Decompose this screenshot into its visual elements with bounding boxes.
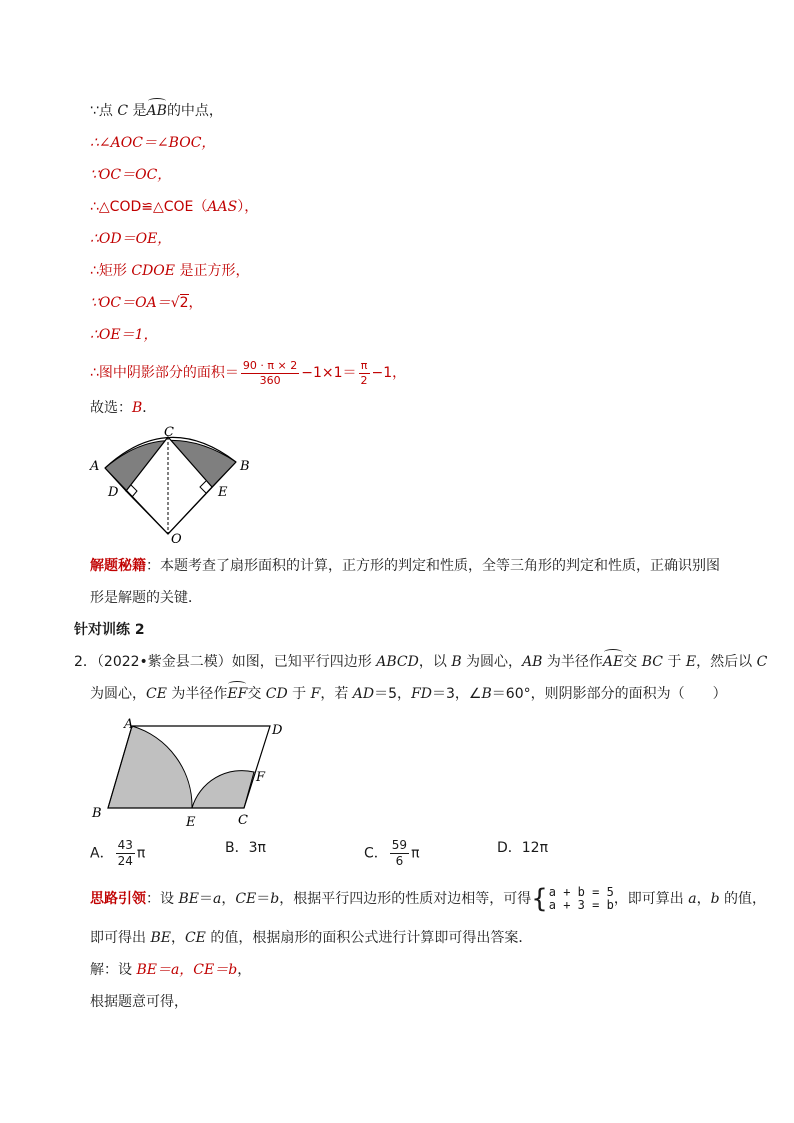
text: 交	[623, 654, 642, 670]
denominator: 24	[117, 854, 133, 868]
fraction	[359, 359, 370, 388]
var: a	[212, 891, 222, 907]
solution-line-7	[90, 293, 203, 313]
text: ∴△COD≌△COE（	[90, 199, 208, 215]
text: 于	[287, 686, 311, 702]
var: CE	[235, 891, 257, 907]
solution-line-2: ∴∠AOC＝∠BOC，	[90, 135, 216, 151]
var: CE	[146, 686, 167, 702]
text: ，以	[418, 654, 452, 670]
hint-line-2	[90, 928, 532, 948]
shaded-sector-c	[192, 771, 254, 808]
var: AB	[522, 654, 543, 670]
text: ：本题考查了扇形面积的计算，正方形的判定和性质，全等三角形的判定和性质，正确识别图	[146, 558, 720, 574]
var: F	[310, 686, 321, 702]
var: C	[117, 103, 129, 119]
var: AD	[352, 686, 375, 702]
text: 为圆心，	[90, 686, 146, 702]
var: AAS	[207, 199, 238, 215]
hint-label: 思路引领	[90, 891, 146, 907]
hint-line-1	[90, 884, 766, 914]
solution-line-6	[90, 261, 249, 281]
option-label: C．	[364, 845, 388, 862]
var: a	[688, 891, 697, 907]
denominator: 6	[395, 854, 404, 868]
sqrt-arg: 2	[179, 295, 189, 311]
var: B	[451, 654, 462, 670]
answer: B	[132, 400, 143, 416]
label-a: A	[90, 459, 100, 474]
solution-line-5: ∴OD＝OE，	[90, 231, 172, 247]
label-c: C	[238, 813, 248, 828]
var: E	[685, 654, 697, 670]
text: 故选：	[90, 400, 132, 416]
text: ，若	[320, 686, 353, 702]
text: 即可得出	[90, 930, 151, 946]
text: −1×1＝	[301, 365, 357, 381]
label-o: O	[171, 532, 182, 546]
text: ∵OC＝OA＝	[90, 295, 171, 311]
arc-ae: AE	[602, 654, 624, 670]
text: 的中点，	[166, 103, 223, 119]
fraction	[390, 838, 409, 869]
text: 解：设	[90, 962, 137, 978]
var: FD	[411, 686, 433, 702]
label-b: B	[240, 459, 250, 474]
arc-ef: EF	[227, 686, 248, 702]
equation-system	[549, 886, 614, 912]
label-e: E	[218, 485, 228, 500]
solution-line-1	[90, 101, 223, 121]
numerator: 59	[391, 838, 408, 852]
text: 于	[662, 654, 686, 670]
text: 的值，	[719, 891, 767, 907]
text: 是	[128, 103, 147, 119]
var: C	[756, 654, 768, 670]
text: 交	[247, 686, 266, 702]
equation-1: a + b = 5	[548, 885, 614, 899]
text: ，	[170, 930, 185, 946]
text: ∴矩形	[90, 263, 132, 279]
option-c[interactable]	[364, 838, 420, 869]
problem-line-1	[74, 652, 767, 672]
numerator: 43	[117, 838, 133, 852]
solution-line-10	[90, 398, 156, 418]
solution-line-3: ∵OC＝OC，	[90, 167, 172, 183]
text: ：设	[146, 891, 179, 907]
text: 为半径作	[542, 654, 603, 670]
solution-line-4	[90, 197, 258, 217]
solution-line-9	[90, 357, 406, 389]
problem-line-2	[90, 684, 727, 704]
solution2-line-1	[90, 960, 251, 980]
var: CDOE	[131, 263, 175, 279]
solution2-line-2: 根据题意可得，	[90, 994, 188, 1010]
text: ＝60°，则阴影部分的面积为（ ）	[491, 686, 727, 702]
text: ，然后以	[696, 654, 757, 670]
text: ∴图中阴影部分的面积＝	[90, 365, 239, 381]
figure-sector	[86, 424, 256, 546]
text: ＝	[256, 891, 271, 907]
text: ，	[237, 962, 252, 978]
equation-2: a + 3 = b	[548, 898, 614, 912]
text: ，	[221, 891, 236, 907]
red-text: BE＝a，CE＝b	[136, 962, 238, 978]
sqrt: √2	[170, 295, 189, 311]
var: BE	[150, 930, 171, 946]
section-title: 针对训练 2	[74, 622, 145, 638]
var: ABCD	[376, 654, 419, 670]
secret-line-1	[90, 556, 720, 576]
text: 为半径作	[166, 686, 228, 702]
text: −1，	[371, 365, 407, 381]
text: 为圆心，	[461, 654, 523, 670]
var: CE	[184, 930, 206, 946]
text: ＝5，	[374, 686, 412, 702]
label-b: B	[92, 806, 102, 821]
text: 的值，根据扇形的面积公式进行计算即可得出答案．	[205, 930, 533, 946]
label-d: D	[272, 723, 283, 738]
denominator: 2	[360, 373, 368, 387]
text: ，根据平行四边形的性质对边相等，可得	[279, 891, 532, 907]
arc-ab: AB	[146, 103, 167, 119]
text: ＝3，∠	[432, 686, 482, 702]
option-label: A．	[90, 845, 114, 862]
text: 是正方形，	[175, 263, 250, 279]
text: ，即可算出	[613, 891, 689, 907]
label-e: E	[186, 815, 196, 830]
text: ．	[142, 400, 157, 416]
var: BC	[641, 654, 663, 670]
text: 2．（2022•紫金县二模）如图，已知平行四边形	[74, 654, 377, 670]
secret-line-2: 形是解题的关键．	[90, 590, 202, 606]
label-c: C	[164, 425, 174, 440]
text: ，	[696, 891, 711, 907]
var: B	[481, 686, 492, 702]
var: CD	[265, 686, 288, 702]
text: π	[136, 845, 146, 862]
numerator: 90 · π × 2	[242, 358, 298, 372]
label-a: A	[124, 717, 134, 732]
denominator: 360	[259, 373, 281, 387]
fraction	[241, 359, 299, 388]
text: ），	[237, 199, 259, 215]
secret-label: 解题秘籍	[90, 558, 146, 574]
var: b	[270, 891, 280, 907]
text: π	[411, 845, 420, 862]
text: ，	[188, 295, 203, 311]
label-d: D	[108, 485, 119, 500]
solution-line-8: ∴OE＝1，	[90, 327, 158, 343]
fraction	[116, 838, 135, 869]
text: ∵点	[90, 103, 118, 119]
option-a[interactable]	[90, 838, 145, 869]
figure-parallelogram	[86, 712, 296, 832]
numerator: π	[359, 359, 370, 374]
option-b[interactable]: B．3π	[225, 840, 266, 856]
text: ＝	[198, 891, 213, 907]
var: BE	[178, 891, 199, 907]
var: b	[710, 891, 720, 907]
brace: {	[531, 884, 548, 914]
label-f: F	[256, 770, 266, 785]
option-d[interactable]: D．12π	[497, 840, 549, 856]
